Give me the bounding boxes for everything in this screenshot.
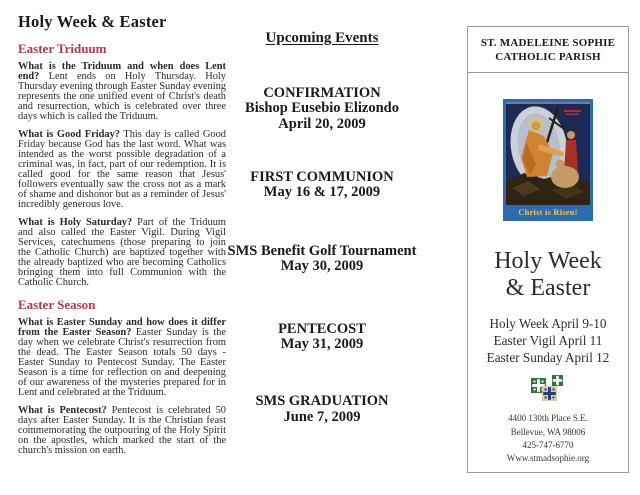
section-heading-easter-season: Easter Season	[18, 297, 96, 312]
icon-caption: Christ is Risen!	[518, 206, 578, 217]
paragraph-holy-saturday	[18, 218, 226, 288]
paragraph-easter-sunday	[18, 318, 226, 398]
parish-cover-panel	[467, 26, 629, 473]
event-line: CONFIRMATION	[263, 85, 381, 101]
resurrection-icon-image	[503, 99, 593, 221]
paragraph-body: Part of the Triduum and also called the Easter Vigil. During Vigil Services, catechumens (those preparing to join the Catholic Church) are baptized together with the already baptized who are becoming Catholics bringing them into full Communion with the Catholic Church.	[18, 217, 226, 288]
parish-address	[468, 412, 628, 464]
address-line: 4400 130th Place S.E.	[508, 413, 588, 424]
holy-week-schedule	[468, 316, 628, 367]
paragraph-body: Easter Sunday is the day when we celebrate Christ's resurrection from the dead. The Easter Season totals 50 days - Easter Sunday to Pentecost Sunday. The Easter Season is a time for reflection on and deepening of our awareness of the mysteries prepared for in Lent and celebrated at the Triduum.	[18, 327, 226, 398]
event-line: April 20, 2009	[278, 115, 366, 132]
event-line: SMS GRADUATION	[255, 393, 389, 410]
event-line: FIRST COMMUNION	[250, 169, 394, 186]
event-sms-graduation	[222, 394, 422, 425]
event-line: May 31, 2009	[280, 335, 364, 352]
parish-name-line: CATHOLIC PARISH	[495, 51, 601, 64]
event-first-communion	[222, 170, 422, 201]
paragraph-lead: What is Easter Sunday and how does it differ from the Easter Season?	[18, 317, 226, 338]
event-line: June 7, 2009	[283, 408, 361, 425]
event-line: May 16 & 17, 2009	[263, 184, 381, 201]
paragraph-lead: What is Holy Saturday?	[18, 217, 133, 228]
address-line: Bellevue, WA 98006	[510, 426, 586, 437]
parish-logo-icon	[531, 375, 565, 405]
cover-title-line: Holy Week	[494, 247, 602, 274]
events-header: Upcoming Events	[265, 30, 379, 46]
paragraph-lead: What is Good Friday?	[18, 129, 120, 140]
event-line: SMS Benefit Golf Tournament	[227, 242, 417, 259]
address-line: 425-747-6770	[522, 439, 574, 450]
paragraph-triduum	[18, 62, 226, 122]
page-title: Holy Week & Easter	[18, 12, 167, 31]
parish-name	[468, 27, 628, 73]
paragraph-body: Pentecost is celebrated 50 days after Easter Sunday. It is the Christian feast commemorating the outpouring of the Holy Spirit on the apostles, which marked the start of the church's mission on earth.	[18, 405, 226, 456]
event-line: PENTECOST	[278, 320, 366, 337]
address-line: Www.stmadsophie.org	[506, 452, 590, 463]
cover-title-line: & Easter	[505, 275, 591, 302]
event-confirmation	[222, 86, 422, 132]
schedule-line: Holy Week April 9-10	[489, 315, 607, 331]
schedule-line: Easter Sunday April 12	[486, 349, 610, 365]
paragraph-body: Lent ends on Holy Thursday. Holy Thursday evening through Easter Sunday evening represents the one unified event of Christ's death and resurrection, which is celebrated over three days which is called the Triduum.	[18, 71, 226, 122]
cover-title	[468, 248, 628, 303]
parish-name-line: ST. MADELEINE SOPHIE	[480, 37, 616, 49]
upcoming-events-column	[222, 30, 422, 425]
resurrection-icon-scene	[506, 102, 590, 205]
paragraph-good-friday	[18, 130, 226, 210]
event-pentecost	[222, 322, 422, 353]
paragraph-lead: What is the Triduum and when does Lent end?	[18, 61, 226, 82]
paragraph-pentecost	[18, 406, 226, 456]
event-golf-tournament	[222, 244, 422, 275]
catechesis-column	[18, 12, 226, 464]
section-heading-easter-triduum: Easter Triduum	[18, 41, 107, 56]
paragraph-lead: What is Pentecost?	[18, 405, 107, 416]
paragraph-body: This day is called Good Friday because God has the last word. What was intended as the worst possible degradation of a criminal was, in fact, part of our redemption. It is called good for the same reason that Jesus' followers eventually saw the cross not as a mark of shame and dishonor but as a reminder of Jesus' incredibly generous love.	[18, 129, 226, 210]
event-line: Bishop Eusebio Elizondo	[245, 100, 399, 117]
schedule-line: Easter Vigil April 11	[493, 332, 603, 348]
event-line: May 30, 2009	[280, 258, 364, 275]
